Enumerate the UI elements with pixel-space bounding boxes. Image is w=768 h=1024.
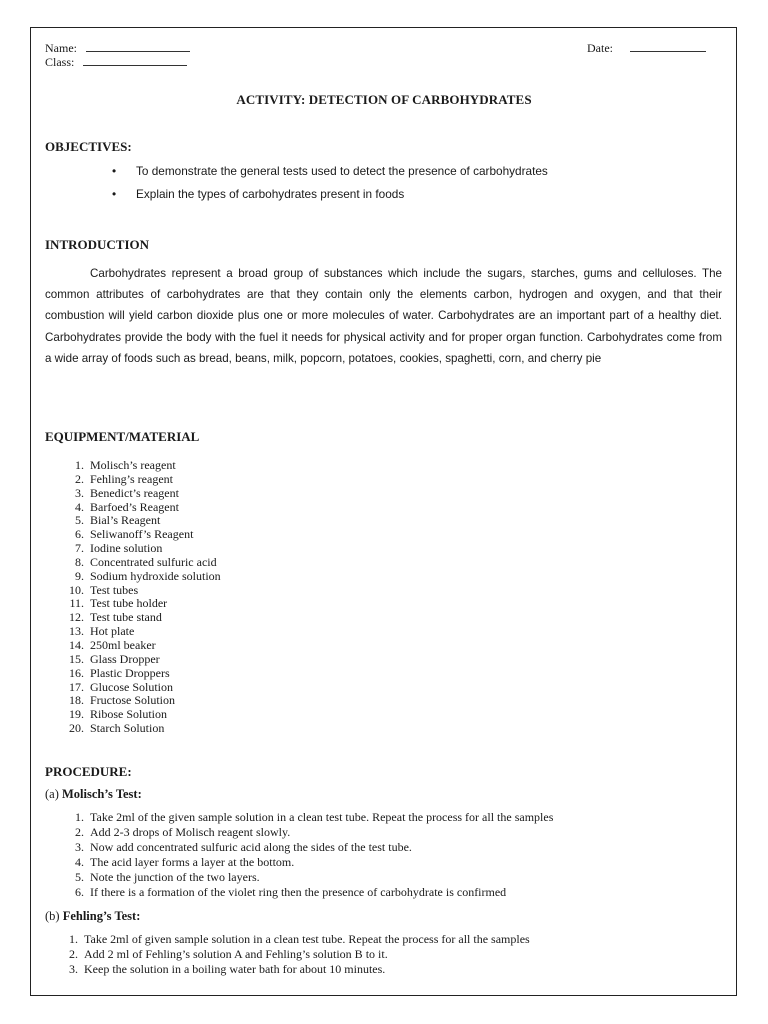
fehling-test-heading xyxy=(45,909,140,924)
list-item: 10. Test tubes xyxy=(69,582,139,597)
class-field xyxy=(45,54,187,69)
list-item: 17. Glucose Solution xyxy=(69,679,173,694)
list-item: 7. Iodine solution xyxy=(75,541,163,556)
list-item: 1. Molisch’s reagent xyxy=(75,458,176,472)
objective-item xyxy=(112,164,548,178)
bullet-icon: • xyxy=(112,164,117,178)
list-item: 16. Plastic Droppers xyxy=(69,665,170,680)
list-item: 18. Fructose Solution xyxy=(69,693,176,708)
list-item: 12. Test tube stand xyxy=(69,610,162,625)
bullet-icon: • xyxy=(112,187,117,201)
name-label: Name: xyxy=(45,41,77,55)
class-blank-line xyxy=(83,54,187,66)
list-item: 9. Sodium hydroxide solution xyxy=(75,568,221,583)
list-item: 6. Seliwanoff’s Reagent xyxy=(75,527,194,542)
document-title: ACTIVITY: DETECTION OF CARBOHYDRATES xyxy=(236,92,532,107)
section-title: Fehling’s Test: xyxy=(62,909,141,923)
date-field xyxy=(587,40,706,55)
list-item: 15. Glass Dropper xyxy=(69,651,160,666)
list-item: 3. Benedict’s reagent xyxy=(75,485,179,500)
list-item: 2. Add 2 ml of Fehling’s solution A and Fehling’s solution B to it. xyxy=(69,946,388,961)
molisch-test-heading xyxy=(45,787,142,802)
list-item: 3. Now add concentrated sulfuric acid along the sides of the test tube. xyxy=(75,839,412,854)
list-item: 20. Starch Solution xyxy=(69,721,165,736)
section-title: Molisch’s Test: xyxy=(62,787,142,801)
list-item: 4. Barfoed’s Reagent xyxy=(75,499,179,514)
list-item: 6. If there is a formation of the violet ring then the presence of carbohydrate is confirmed xyxy=(75,884,507,899)
list-item: 4. The acid layer forms a layer at the bottom. xyxy=(75,854,295,869)
list-item: 14. 250ml beaker xyxy=(69,637,156,652)
list-item: 5. Bial’s Reagent xyxy=(75,513,161,528)
section-prefix: (b) xyxy=(45,909,60,923)
date-blank-line xyxy=(630,40,706,52)
date-label: Date: xyxy=(587,41,613,55)
list-item: 1. Take 2ml of given sample solution in a clean test tube. Repeat the process for all the samples xyxy=(69,932,530,946)
equipment-list xyxy=(64,459,221,736)
list-item: 11. Test tube holder xyxy=(69,596,168,611)
objective-item xyxy=(112,187,404,201)
list-item: 1. Take 2ml of the given sample solution in a clean test tube. Repeat the process for all the samples xyxy=(75,810,554,824)
list-item: 8. Concentrated sulfuric acid xyxy=(75,554,217,569)
list-item: 5. Note the junction of the two layers. xyxy=(75,869,260,884)
section-prefix: (a) xyxy=(45,787,59,801)
list-item: 13. Hot plate xyxy=(69,624,135,639)
class-label: Class: xyxy=(45,55,75,69)
objective-text: Explain the types of carbohydrates present in foods xyxy=(136,187,405,201)
list-item: 2. Fehling’s reagent xyxy=(75,471,173,486)
equipment-heading: EQUIPMENT/MATERIAL xyxy=(45,429,200,444)
list-item: 3. Keep the solution in a boiling water bath for about 10 minutes. xyxy=(69,961,386,976)
introduction-paragraph: Carbohydrates represent a broad group of substances which include the sugars, starches, gums and celluloses. The common attributes of carbohydrates are that they contain only the elements carbon, hydrogen and oxygen, and that their combustion will yield carbon dioxide plus one or more molecules of water. Carbohydrates are an important part of a healthy diet. Carbohydrates provide the body with the fuel it needs for physical activity and for proper organ function. Carbohydrates come from a wide array of foods such as bread, beans, milk, popcorn, potatoes, cookies, spaghetti, corn, and cherry pie xyxy=(45,267,722,365)
name-field xyxy=(45,40,190,55)
objective-text: To demonstrate the general tests used to detect the presence of carbohydrates xyxy=(136,164,548,178)
list-item: 19. Ribose Solution xyxy=(69,707,168,722)
list-item: 2. Add 2-3 drops of Molisch reagent slowly. xyxy=(75,824,291,839)
objectives-heading: OBJECTIVES: xyxy=(45,139,132,154)
introduction-heading: INTRODUCTION xyxy=(45,237,150,252)
name-blank-line xyxy=(86,40,190,52)
procedure-heading: PROCEDURE: xyxy=(45,764,132,779)
molisch-steps-list xyxy=(64,810,553,899)
fehling-steps-list xyxy=(58,932,530,977)
